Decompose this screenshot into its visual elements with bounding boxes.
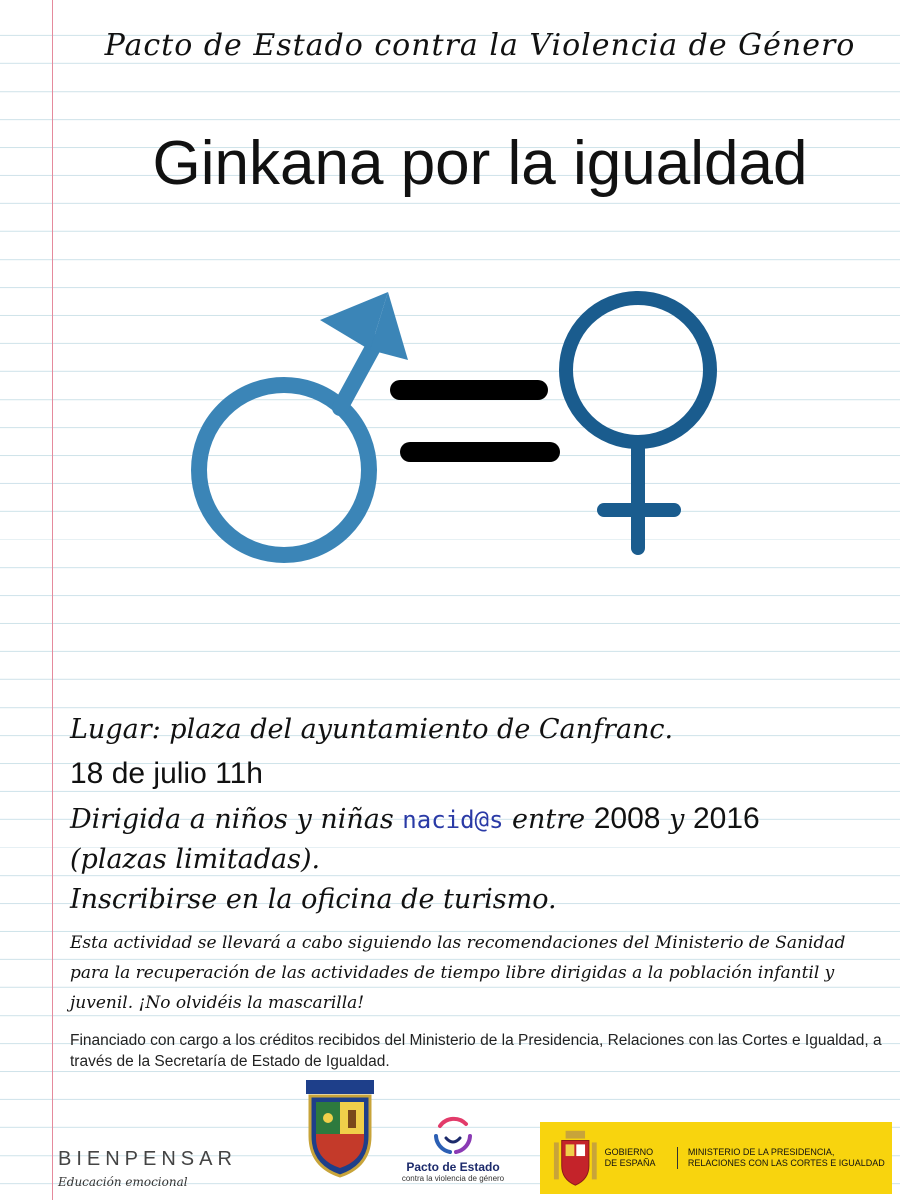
nacidos-word: nacid@s bbox=[402, 806, 504, 834]
campaign-header: Pacto de Estado contra la Violencia de Género bbox=[104, 28, 856, 63]
pacto-subtitle: contra la violencia de género bbox=[401, 1174, 505, 1183]
equality-symbols bbox=[180, 280, 740, 570]
gobierno-espana-text: GOBIERNO DE ESPAÑA bbox=[605, 1147, 678, 1169]
entre-word: entre bbox=[512, 804, 586, 835]
gobierno-banner bbox=[540, 1122, 892, 1194]
spain-coat-of-arms-icon bbox=[552, 1128, 599, 1188]
canfranc-crest-icon bbox=[300, 1078, 380, 1178]
year-from: 2008 bbox=[593, 802, 661, 835]
equals-icon bbox=[390, 380, 560, 462]
registration-info: Inscribirse en la oficina de turismo. bbox=[70, 884, 557, 915]
audience-text: Dirigida a niños y niñas bbox=[70, 804, 394, 835]
event-date-text: 18 de julio 11h bbox=[70, 757, 263, 790]
event-info bbox=[70, 708, 880, 922]
bienpensar-tagline: Educación emocional bbox=[58, 1175, 188, 1189]
limited-places: (plazas limitadas). bbox=[70, 844, 321, 875]
female-symbol-icon bbox=[566, 298, 710, 548]
pacto-de-estado-logo bbox=[398, 1112, 508, 1183]
ministerio-text: MINISTERIO DE LA PRESIDENCIA, RELACIONES CON LAS CORTES E IGUALDAD bbox=[687, 1147, 885, 1168]
pacto-smile-icon bbox=[430, 1112, 476, 1158]
event-audience bbox=[70, 797, 880, 842]
notebook-margin-line bbox=[52, 0, 53, 1200]
funding-text: Financiado con cargo a los créditos recibidos del Ministerio de la Presidencia, Relaciones con las Cortes e Igualdad, a través de la Secretaría de Estado de Igualdad. bbox=[70, 1032, 882, 1070]
year-to: 2016 bbox=[692, 802, 760, 835]
male-symbol-icon bbox=[199, 292, 408, 555]
event-date bbox=[70, 752, 880, 797]
y-word: y bbox=[669, 804, 685, 835]
event-location: Lugar: plaza del ayuntamiento de Canfranc. bbox=[70, 714, 674, 745]
health-note: Esta actividad se llevará a cabo siguiendo las recomendaciones del Ministerio de Sanidad para la recuperación de las actividades de tiempo libre dirigidas a la población infantil y juvenil. ¡No olvidéis la mascarilla! bbox=[70, 933, 846, 1013]
pacto-name: Pacto de Estado bbox=[406, 1160, 500, 1174]
page-title: Ginkana por la igualdad bbox=[152, 129, 808, 198]
bienpensar-name: BIENPENSAR bbox=[58, 1148, 237, 1170]
bienpensar-logo bbox=[58, 1148, 278, 1189]
